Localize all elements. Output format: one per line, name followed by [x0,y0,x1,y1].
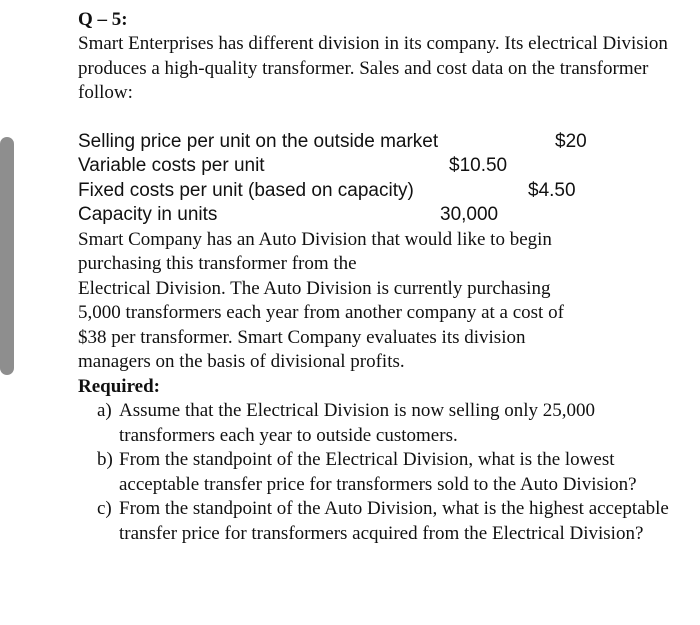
question-intro: Smart Enterprises has different division in its company. Its electrical Division produces a high-quality transformer. Sales and cost data on the transformer follow: [78,33,668,103]
scenario-line: managers on the basis of divisional profits. [78,351,405,372]
item-text: From the standpoint of the Electrical Division, what is the lowest acceptable transfer price for transformers sold to the Auto Division? [119,449,637,495]
required-list [78,399,688,546]
question-title: Q – 5: [78,9,128,30]
item-marker: a) [97,400,112,421]
required-item-a [78,399,609,448]
data-value: 30,000 [440,204,499,225]
item-marker: c) [97,498,112,519]
scenario-line: purchasing this transformer from the [78,253,357,274]
data-value: $4.50 [528,179,576,201]
data-label: Fixed costs per unit (based on capacity) [78,179,414,201]
item-marker: b) [97,449,113,470]
scenario-line: Smart Company has an Auto Division that would like to begin [78,228,552,250]
required-item-b [78,448,655,497]
scenario-line: 5,000 transformers each year from another company at a cost of [78,302,564,323]
required-heading: Required: [78,375,160,397]
question-document [78,8,688,546]
data-label: Capacity in units [78,204,218,225]
scenario-line: Electrical Division. The Auto Division is currently purchasing [78,277,551,299]
scenario-paragraph [78,228,688,375]
data-row-fixed-costs [78,179,688,204]
cost-data-table [78,130,688,228]
scenario-line: $38 per transformer. Smart Company evaluates its division [78,326,526,348]
data-row-capacity [78,203,688,228]
data-value: $10.50 [449,155,508,176]
item-text: Assume that the Electrical Division is now selling only 25,000 transformers each year to outside customers. [119,400,595,446]
item-text: From the standpoint of the Auto Division, what is the highest acceptable transfer price for transformers acquired from the Electrical Division? [119,498,669,544]
data-row-selling-price [78,130,688,155]
scrollbar[interactable] [0,137,14,375]
data-value: $20 [555,130,587,152]
required-item-c [78,497,671,546]
data-label: Selling price per unit on the outside market [78,130,439,152]
spacer [78,106,688,130]
data-row-variable-costs [78,154,688,179]
data-label: Variable costs per unit [78,155,265,176]
